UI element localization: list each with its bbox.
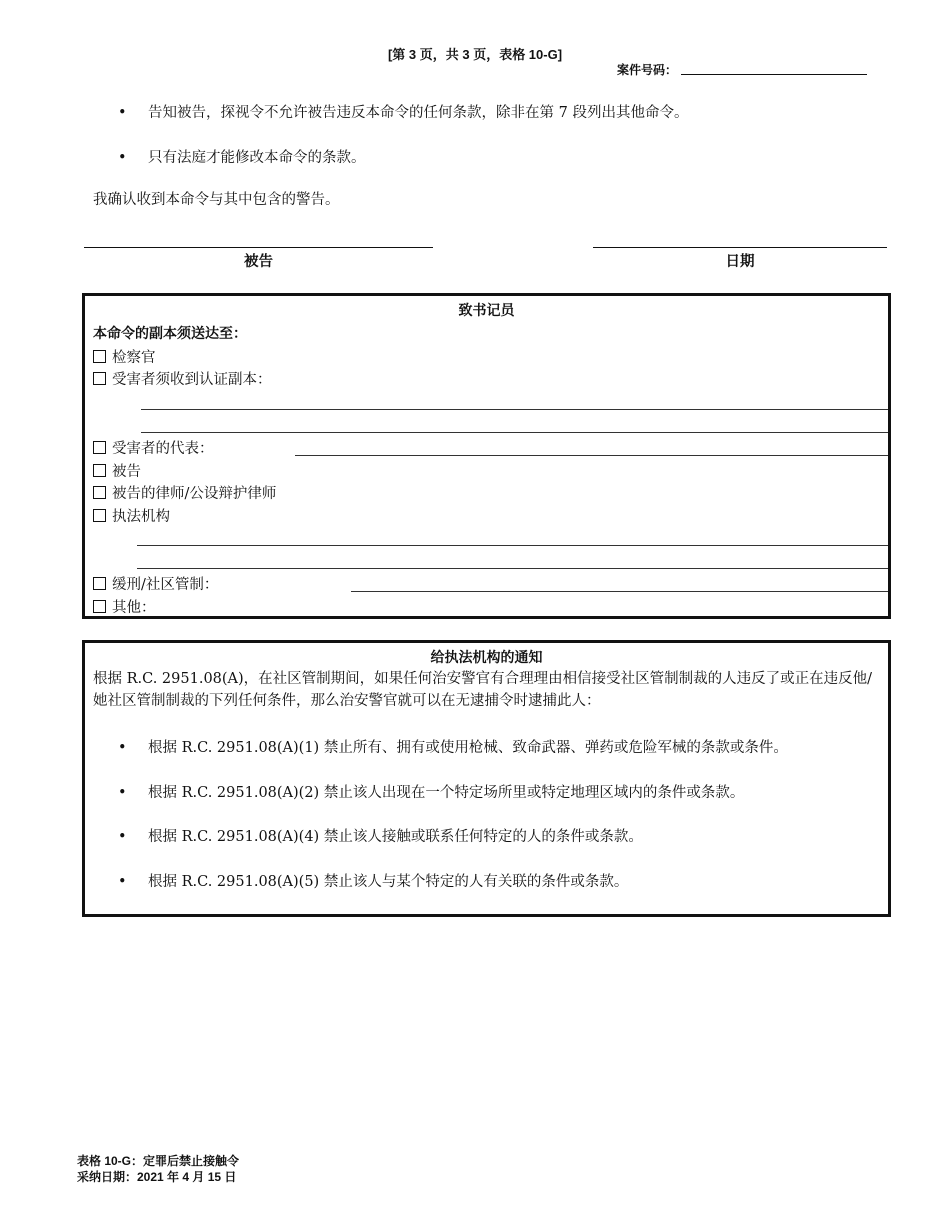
checkbox-icon[interactable]	[93, 372, 106, 385]
checkbox-label: 检察官	[112, 350, 156, 366]
law-enforcement-notice-box	[82, 640, 891, 917]
checkbox-prosecutor[interactable]	[93, 346, 156, 367]
notice-bullet-text: 根据 R.C. 2951.08(A)(2) 禁止该人出现在一个特定场所里或特定地理区域内的条件或条款。	[148, 785, 745, 801]
checkbox-other[interactable]	[93, 596, 156, 617]
bullet-icon: •	[118, 150, 127, 166]
case-number-field[interactable]	[681, 74, 867, 75]
warning-bullet	[118, 101, 688, 122]
checkbox-icon[interactable]	[93, 486, 106, 499]
bullet-icon: •	[118, 105, 127, 121]
notice-bullet	[118, 825, 643, 846]
checkbox-defendant[interactable]	[93, 460, 141, 481]
checkbox-icon[interactable]	[93, 441, 106, 454]
warning-bullet	[118, 146, 366, 167]
clerk-box	[82, 293, 891, 619]
checkbox-probation[interactable]	[93, 573, 218, 594]
law-enforcement-fill-line[interactable]	[137, 545, 888, 546]
probation-fill-line[interactable]	[351, 591, 888, 592]
victim-fill-line[interactable]	[141, 409, 888, 410]
defendant-signature-line[interactable]	[84, 247, 433, 248]
clerk-box-title: 致书记员	[458, 302, 515, 318]
checkbox-victim-certified-copy[interactable]	[93, 368, 272, 389]
checkbox-label: 其他：	[112, 600, 156, 616]
notice-intro: 根据 R.C. 2951.08(A)，在社区管制期间，如果任何治安警官有合理理由相信接受社区管制制裁的人违反了或正在违反他/她社区管制制裁的下列任何条件，那么治安警官就可以在无逮捕令时逮捕此人：	[93, 671, 873, 709]
checkbox-label: 执法机构	[112, 509, 170, 525]
checkbox-icon[interactable]	[93, 350, 106, 363]
notice-bullet-text: 根据 R.C. 2951.08(A)(5) 禁止该人与某个特定的人有关联的条件或条款。	[148, 874, 629, 890]
notice-bullet	[118, 870, 628, 891]
checkbox-label: 受害者的代表：	[112, 441, 214, 457]
acknowledgement-text: 我确认收到本命令与其中包含的警告。	[93, 192, 340, 208]
law-enforcement-fill-line[interactable]	[137, 568, 888, 569]
victim-fill-line[interactable]	[141, 432, 888, 433]
bullet-text: 告知被告，探视令不允许被告违反本命令的任何条款，除非在第 7 段列出其他命令。	[148, 105, 689, 121]
notice-bullet	[118, 781, 744, 802]
checkbox-icon[interactable]	[93, 464, 106, 477]
checkbox-label: 被告的律师/公设辩护律师	[112, 486, 277, 502]
checkbox-defense-attorney[interactable]	[93, 482, 276, 503]
date-label: 日期	[725, 254, 755, 270]
clerk-box-subtitle: 本命令的副本须送达至：	[93, 325, 247, 341]
footer-form-name: 表格 10-G：定罪后禁止接触令	[77, 1154, 240, 1168]
checkbox-law-enforcement[interactable]	[93, 505, 170, 526]
date-signature-line[interactable]	[593, 247, 887, 248]
checkbox-label: 缓刑/社区管制：	[112, 577, 219, 593]
representative-fill-line[interactable]	[295, 455, 888, 456]
bullet-text: 只有法庭才能修改本命令的条款。	[148, 150, 366, 166]
checkbox-icon[interactable]	[93, 577, 106, 590]
footer-adopted-date: 采纳日期：2021 年 4 月 15 日	[77, 1170, 237, 1184]
checkbox-label: 受害者须收到认证副本：	[112, 372, 272, 388]
defendant-label: 被告	[244, 254, 273, 270]
bullet-icon: •	[118, 740, 127, 756]
checkbox-victim-representative[interactable]	[93, 437, 214, 458]
bullet-icon: •	[118, 829, 127, 845]
checkbox-icon[interactable]	[93, 509, 106, 522]
bullet-icon: •	[118, 785, 127, 801]
bullet-icon: •	[118, 874, 127, 890]
notice-bullet	[118, 736, 788, 757]
notice-box-title: 给执法机构的通知	[430, 649, 543, 665]
notice-bullet-text: 根据 R.C. 2951.08(A)(1) 禁止所有、拥有或使用枪械、致命武器、弹药或危险军械的条款或条件。	[148, 740, 788, 756]
notice-bullet-text: 根据 R.C. 2951.08(A)(4) 禁止该人接触或联系任何特定的人的条件或条款。	[148, 829, 643, 845]
case-number-label: 案件号码：	[617, 63, 678, 77]
checkbox-label: 被告	[112, 464, 141, 480]
page-info: [第 3 页，共 3 页，表格 10-G]	[387, 47, 563, 62]
checkbox-icon[interactable]	[93, 600, 106, 613]
